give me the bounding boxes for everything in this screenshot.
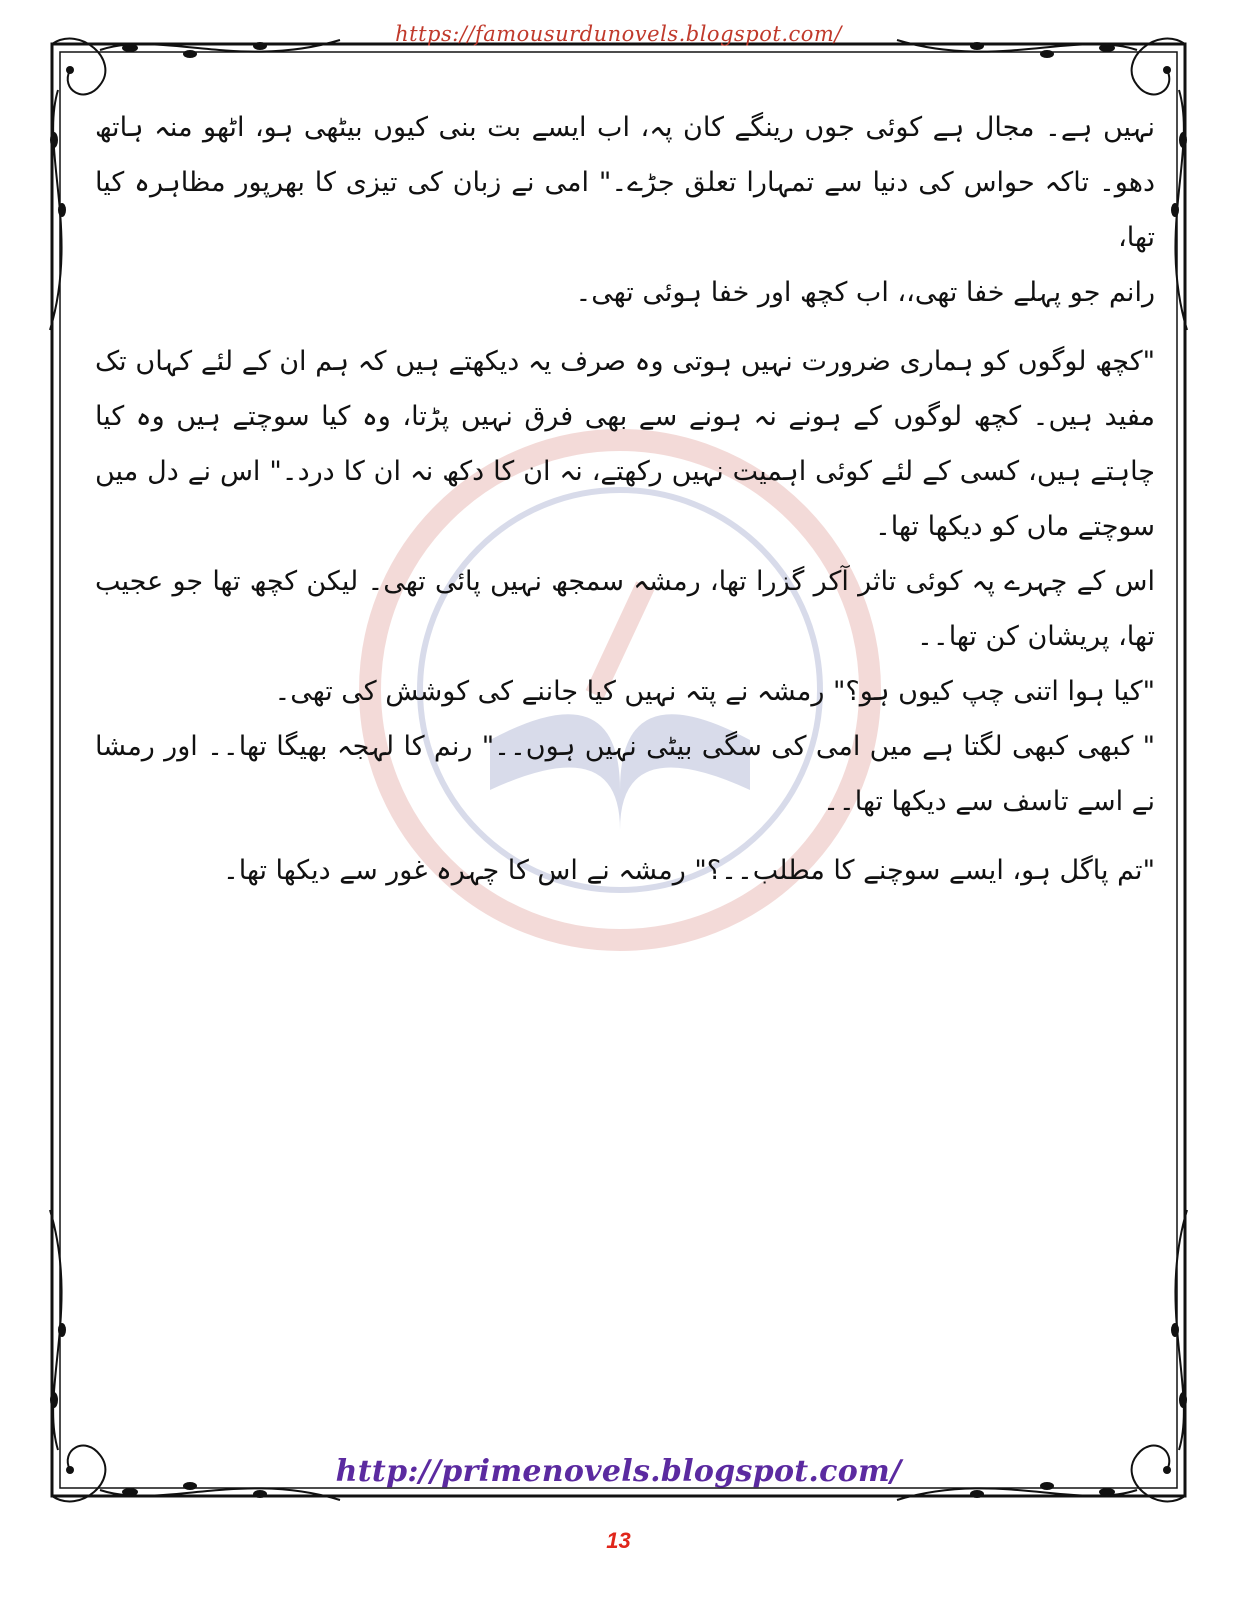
- paragraph: اس کے چہرے پہ کوئی تاثر آکر گزرا تھا، رمشہ سمجھ نہیں پائی تھی۔ لیکن کچھ تھا جو عجیب تھا، پریشان کن تھا۔۔: [95, 566, 1155, 652]
- paragraph: نہیں ہے۔ مجال ہے کوئی جوں رینگے کان پہ، اب ایسے بت بنی کیوں بیٹھی ہو، اٹھو منہ ہاتھ دھو۔ تاکہ حواس کی دنیا سے تمہارا تعلق جڑے۔" امی نے زبان کی تیزی کا بھرپور مظاہرہ کیا تھا،: [95, 112, 1155, 253]
- paragraph: "کیا ہوا اتنی چپ کیوں ہو؟" رمشہ نے پتہ نہیں کیا جاننے کی کوشش کی تھی۔: [274, 676, 1155, 707]
- paragraph: "تم پاگل ہو، ایسے سوچنے کا مطلب۔۔؟" رمشہ نے اس کا چہرہ غور سے دیکھا تھا۔: [222, 855, 1155, 886]
- page-number: 13: [606, 1528, 631, 1553]
- paragraph: "کچھ لوگوں کو ہماری ضرورت نہیں ہوتی وہ صرف یہ دیکھتے ہیں کہ ہم ان کے لئے کہاں تک مفید ہیں۔ کچھ لوگوں کے ہونے نہ ہونے سے بھی فرق نہیں پڑتا، وہ کیا سوچتے ہیں وہ کیا چاہتے ہیں، کسی کے لئے کوئی اہمیت نہیں رکھتے، نہ ان کا دکھ نہ ان کا درد۔" اس نے دل میں سوچتے ماں کو دیکھا تھا۔: [95, 346, 1155, 542]
- paragraph: " کبھی کبھی لگتا ہے میں امی کی سگی بیٹی نہیں ہوں۔۔" رنم کا لہجہ بھیگا تھا۔۔ اور رمشا نے اسے تاسف سے دیکھا تھا۔۔: [95, 731, 1155, 817]
- header-blog-url[interactable]: https://famousurdunovels.blogspot.com/: [395, 22, 842, 46]
- paragraph: رانم جو پہلے خفا تھی،، اب کچھ اور خفا ہوئی تھی۔: [575, 277, 1155, 308]
- novel-text-body: [95, 100, 1155, 898]
- footer-blog-url[interactable]: http://primenovels.blogspot.com/: [335, 1454, 902, 1489]
